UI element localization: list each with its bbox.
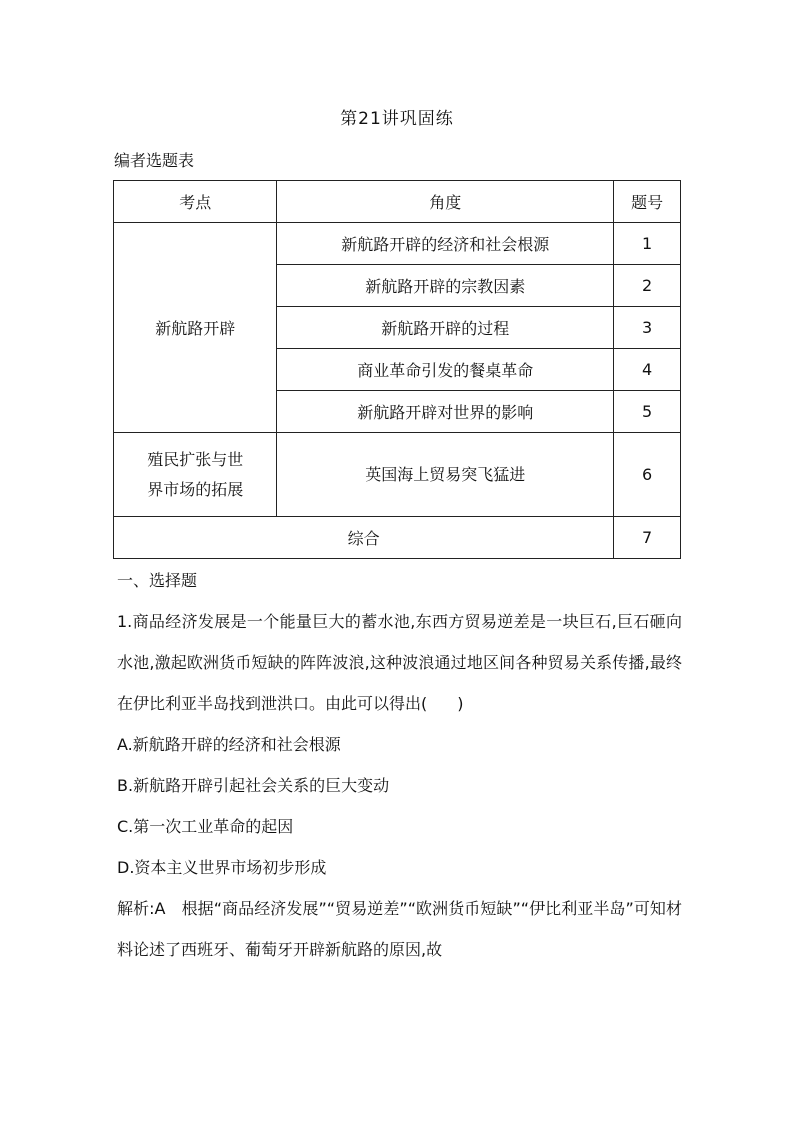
- topic-line: 界市场的拓展: [147, 479, 244, 499]
- option-c: C.第一次工业革命的起因: [117, 817, 294, 836]
- angle-cell: 新航路开辟对世界的影响: [277, 391, 614, 433]
- question-text-end: ): [457, 694, 464, 713]
- section-heading: 一、选择题: [117, 571, 198, 590]
- analysis: 解析:A 根据“商品经济发展”“贸易逆差”“欧洲货币短缺”“伊比利亚半岛”可知材料论述了西班牙、葡萄牙开辟新航路的原因,故: [117, 899, 682, 959]
- topic-line: 殖民扩张与世: [147, 449, 244, 469]
- header-angle: 角度: [277, 181, 614, 223]
- number-cell: 3: [614, 307, 681, 349]
- topic-cell: 新航路开辟: [114, 223, 277, 433]
- angle-cell: 新航路开辟的过程: [277, 307, 614, 349]
- header-number: 题号: [614, 181, 681, 223]
- topic-table: [113, 180, 681, 559]
- option-d: D.资本主义世界市场初步形成: [117, 858, 327, 877]
- page-title: 第21讲巩固练: [340, 109, 454, 129]
- number-cell: 5: [614, 391, 681, 433]
- question-section: [117, 560, 682, 970]
- header-topic: 考点: [114, 181, 277, 223]
- topic-cell: [114, 433, 277, 517]
- table-row: [114, 223, 681, 265]
- number-cell: 1: [614, 223, 681, 265]
- option-a: A.新航路开辟的经济和社会根源: [117, 735, 341, 754]
- option-b: B.新航路开辟引起社会关系的巨大变动: [117, 776, 390, 795]
- number-cell: 6: [614, 433, 681, 517]
- number-cell: 2: [614, 265, 681, 307]
- table-header-row: [114, 181, 681, 223]
- angle-cell: 英国海上贸易突飞猛进: [277, 433, 614, 517]
- table-caption: 编者选题表: [114, 151, 195, 170]
- angle-cell: 新航路开辟的宗教因素: [277, 265, 614, 307]
- number-cell: 7: [614, 517, 681, 559]
- angle-cell: 商业革命引发的餐桌革命: [277, 349, 614, 391]
- summary-cell: 综合: [114, 517, 614, 559]
- question-text: 1.商品经济发展是一个能量巨大的蓄水池,东西方贸易逆差是一块巨石,巨石砸向水池,激起欧洲货币短缺的阵阵波浪,这种波浪通过地区间各种贸易关系传播,最终在伊比利亚半岛找到泄洪口。由此可以得出(: [117, 612, 682, 713]
- table-row: [114, 433, 681, 517]
- table-row: [114, 517, 681, 559]
- angle-cell: 新航路开辟的经济和社会根源: [277, 223, 614, 265]
- question-stem: [117, 601, 682, 724]
- number-cell: 4: [614, 349, 681, 391]
